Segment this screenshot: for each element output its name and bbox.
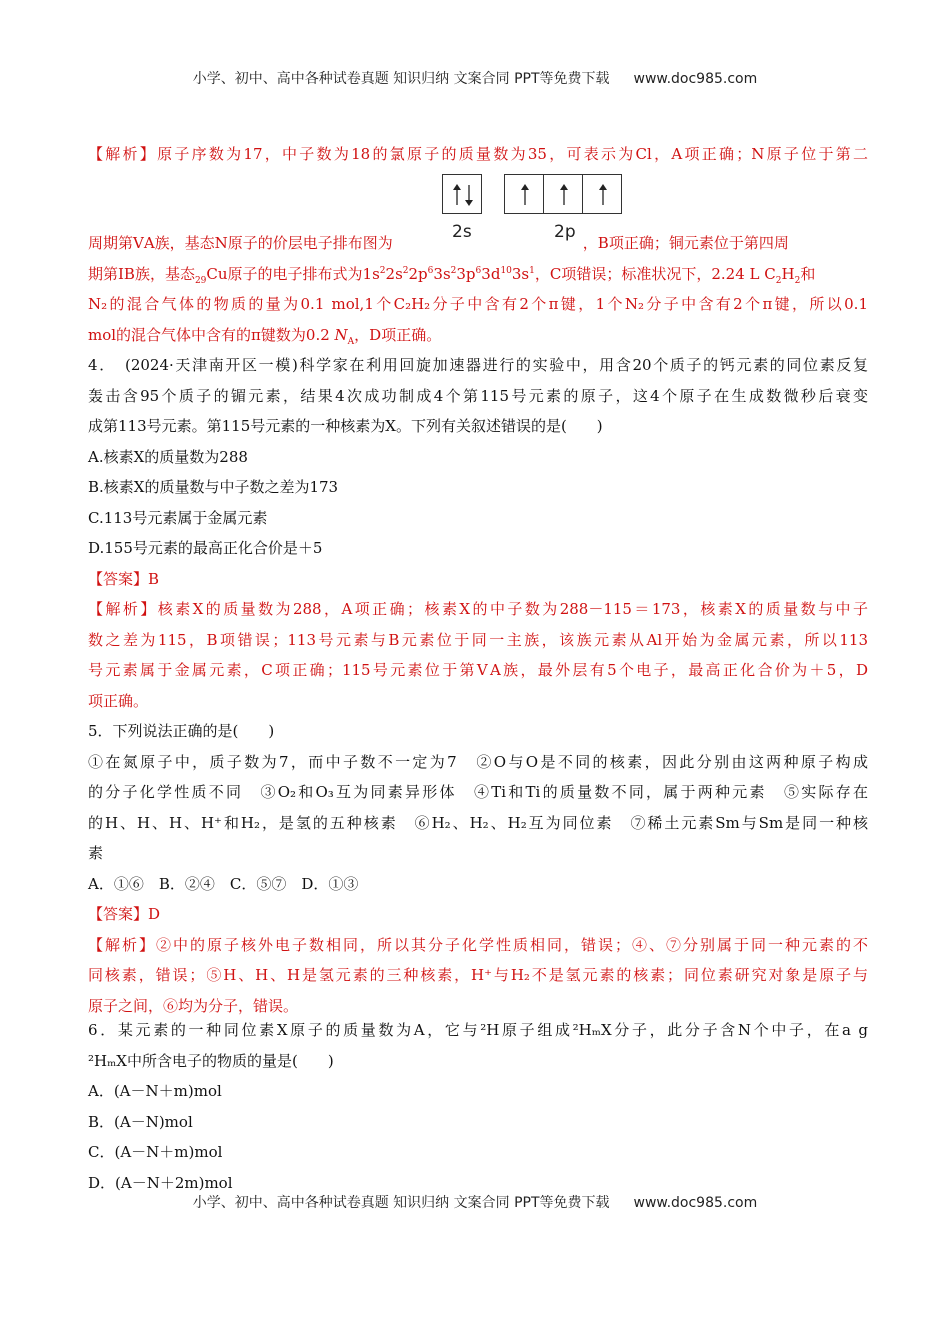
q5-answer: 【答案】D: [88, 905, 161, 923]
q4-stem-line1: 4． (2024·天津南开区一模)科学家在利用回旋加速器进行的实验中，用含20个质子的钙元素的同位素反复: [88, 356, 868, 374]
q4-stem-line2: 轰击含95个质子的镅元素，结果4次成功制成4个第115号元素的原子，这4个原子在生成数微秒后衰变: [88, 386, 868, 405]
q4-analysis-line1: 【解析】核素X的质量数为288，A项正确；核素X的中子数为288－115＝173，核素X的质量数与中子: [88, 600, 868, 618]
q3-line3-a: 期第ⅠB族，基态: [88, 264, 195, 283]
footer-text: 小学、初中、高中各种试卷真题 知识归纳 文案合同 PPT等免费下载: [192, 1195, 610, 1211]
q3-analysis-line3: 期第ⅠB族，基态$_{29}$Cu原子的电子排布式为$1s^22s^22p^63s^23p^63d^{10}3s^1$，C项错误；标准状况下，2.24 L $C_2H_2$和: [88, 264, 816, 286]
header-site: www.doc985.com: [633, 71, 758, 87]
q4-analysis-line3: 号元素属于金属元素，C项正确；115号元素位于第ⅤA族，最外层有5个电子，最高正化合价为＋5，D: [88, 661, 868, 679]
q4-option-b: B.核素X的质量数与中子数之差为173: [88, 478, 339, 496]
question-5: [88, 716, 868, 1021]
header-text: 小学、初中、高中各种试卷真题 知识归纳 文案合同 PPT等免费下载: [192, 71, 610, 87]
q6-option-d: D．(A－N＋2m)mol: [88, 1173, 233, 1192]
q5-statement-line1: ①在氮原子中，质子数为7，而中子数不一定为7 ②O与O是不同的核素，因此分别由这两种原子构成: [88, 752, 868, 771]
q6-option-a: A．(A－N＋m)mol: [88, 1082, 222, 1100]
q6-stem-line1: 6．某元素的一种同位素X原子的质量数为A，它与²H原子组成²HₘX分子，此分子含N个中子，在a g: [88, 1021, 868, 1039]
orbital-box-2p-3: [582, 174, 622, 214]
q5-analysis-line1: 【解析】②中的原子核外电子数相同，所以其分子化学性质相同，错误；④、⑦分别属于同一种元素的不: [88, 935, 868, 954]
orbital-label-2s: 2s: [452, 222, 472, 242]
page-header: [0, 68, 950, 88]
q3-line3-d: H: [781, 264, 795, 283]
q6-option-b: B．(A－N)mol: [88, 1112, 193, 1131]
q4-stem-line3: 成第113号元素。第115号元素的一种核素为X。下列有关叙述错误的是( ): [88, 417, 603, 435]
q5-options: A．①⑥ B．②④ C．⑤⑦ D．①③: [88, 874, 359, 893]
q3-analysis-line1: 【解析】原子序数为17，中子数为18的氯原子的质量数为35，可表示为Cl，A项正确；N原子位于第二: [88, 145, 868, 163]
q3-line2-b: ，B项正确；铜元素位于第四周: [582, 234, 789, 252]
q5-stem: 5．下列说法正确的是( ): [88, 722, 275, 740]
q6-stem-line2: ²HₘX中所含电子的物质的量是( ): [88, 1051, 334, 1070]
q4-analysis-line2: 数之差为115，B项错误；113号元素与B元素位于同一主族，该族元素从Al开始为金属元素，所以113: [88, 630, 868, 649]
up-arrow-icon: [544, 175, 584, 215]
paired-arrows-icon: [443, 175, 483, 215]
q3-analysis: [88, 139, 868, 170]
q3-line2-a: 周期第ⅤA族，基态N原子的价层电子排布图为: [88, 234, 393, 252]
up-arrow-icon: [505, 175, 545, 215]
q3-line3-c: C项错误；标准状况下，2.24 L C: [549, 264, 776, 283]
q3-line5-sub: A: [347, 336, 355, 347]
q5-statement-line4: 素: [88, 844, 104, 862]
q3-line3-b: Cu原子的电子排布式为1s: [206, 264, 380, 283]
q3-line3-e: 和: [800, 264, 816, 283]
q5-statement-line2: 的分子化学性质不同 ③O₂和O₃互为同素异形体 ④Ti和Ti的质量数不同，属于两种元素 ⑤实际存在: [88, 783, 868, 801]
q5-statement-line3: 的H、H、H、H⁺和H₂，是氢的五种核素 ⑥H₂、H₂、H₂互为同位素 ⑦稀土元素Sm与Sm是同一种核: [88, 813, 868, 832]
up-arrow-icon: [583, 175, 623, 215]
q4-analysis-line4: 项正确。: [88, 691, 149, 710]
page-footer: [0, 1192, 950, 1212]
orbital-box-2p-1: [504, 174, 544, 214]
q3-line5-b: ，D项正确。: [354, 325, 442, 344]
q3-analysis-line2: [88, 228, 868, 259]
q6-option-c: C．(A－N＋m)mol: [88, 1143, 223, 1161]
q5-analysis-line2: 同核素，错误；⑤H、H、H是氢元素的三种核素，H⁺与H₂不是氢元素的核素；同位素研究对象是原子与: [88, 966, 868, 984]
footer-site: www.doc985.com: [633, 1195, 758, 1211]
q5-analysis-line3: 原子之间，⑥均为分子，错误。: [88, 996, 299, 1015]
q3-line5-a: mol的混合气体中含有的π键数为0.2: [88, 325, 335, 344]
q4-option-c: C.113号元素属于金属元素: [88, 508, 268, 527]
orbital-label-2p: 2p: [554, 222, 576, 242]
q3-analysis-line5: [88, 320, 868, 351]
q4-option-a: A.核素X的质量数为288: [88, 447, 248, 466]
q3-line5-n: N: [334, 325, 348, 344]
orbital-box-2p-2: [543, 174, 583, 214]
question-6: [88, 1015, 868, 1198]
question-4: [88, 350, 868, 716]
q4-option-d: D.155号元素的最高正化合价是＋5: [88, 539, 323, 557]
orbital-box-2s: [442, 174, 482, 214]
q3-analysis-line4: N₂的混合气体的物质的量为0.1 mol,1个C₂H₂分子中含有2个π键，1个N₂分子中含有2个π键，所以0.1: [88, 295, 868, 313]
q4-answer: 【答案】B: [88, 569, 160, 588]
q3-analysis-cont: [88, 228, 868, 350]
q3-line3-z: 29: [194, 275, 207, 286]
